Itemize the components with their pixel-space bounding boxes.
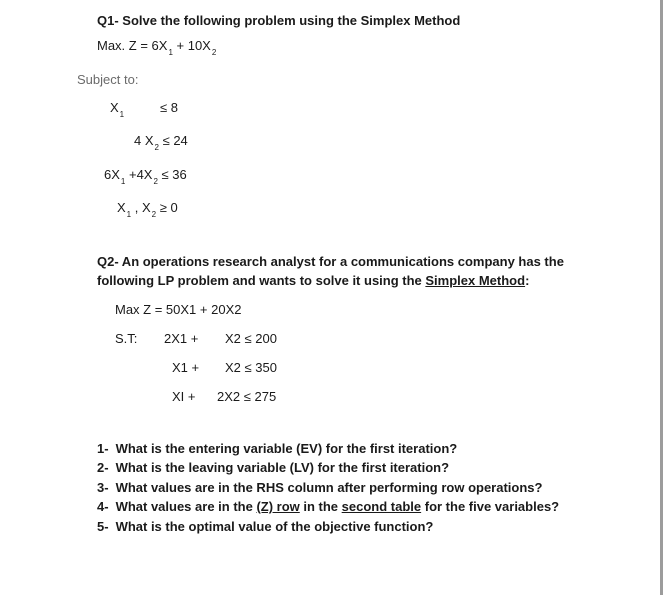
c4-x: X [117, 200, 126, 215]
q1-constraint-2 [134, 133, 188, 151]
q2-title-post: : [525, 273, 530, 288]
q1-objective-lead: Max. Z = 6X [97, 38, 168, 53]
q1-constraint-1 [110, 100, 124, 118]
c3-a: 6X [104, 167, 120, 182]
q1-objective [97, 38, 216, 56]
q1-constraint-1-rhs: ≤ 8 [160, 100, 178, 115]
question-item [97, 499, 559, 515]
subscript: 2 [153, 177, 158, 186]
q2-c2-rhs: X2 ≤ 350 [225, 360, 277, 375]
q2-title-pre: following LP problem and wants to solve it using the [97, 273, 426, 288]
q1-constraint-4 [117, 200, 178, 218]
question-text: What values are in the RHS column after performing row operations? [115, 480, 543, 495]
subscript: 1 [168, 48, 173, 57]
c3-b: +4X [125, 167, 153, 182]
subscript: 1 [120, 177, 126, 186]
q1-title: Q1- Solve the following problem using the Simplex Method [97, 13, 461, 28]
question-text: What is the optimal value of the objective function? [115, 519, 434, 534]
question-number: 2- [97, 460, 109, 475]
question-number: 3- [97, 480, 109, 495]
subscript: 2 [151, 210, 157, 219]
q2-objective: Max Z = 50X1 + 20X2 [115, 302, 242, 317]
q1-constraint-3 [104, 167, 187, 185]
question-number: 4- [97, 499, 109, 514]
question-text-mid: in the [299, 499, 342, 514]
question-item [97, 441, 457, 457]
question-text-underlined: (Z) row [256, 499, 300, 514]
c2-rhs: ≤ 24 [158, 133, 188, 148]
c1-var: X [110, 100, 119, 115]
question-item [97, 519, 433, 535]
q2-title-line1: Q2- An operations research analyst for a communications company has the [97, 254, 564, 269]
question-item [97, 480, 542, 496]
question-number: 1- [97, 441, 109, 456]
subscript: 1 [119, 110, 125, 119]
q2-c3-rhs: 2X2 ≤ 275 [217, 389, 277, 404]
q2-c1-lhs: 2X1 + [164, 331, 199, 346]
question-text-pre: What values are in the [115, 499, 257, 514]
question-number: 5- [97, 519, 109, 534]
question-text: What is the leaving variable (LV) for the first iteration? [115, 460, 450, 475]
subscript: 2 [211, 48, 217, 57]
q2-title-line2 [97, 273, 529, 289]
subscript: 1 [126, 210, 132, 219]
q2-title-underlined: Simplex Method [425, 273, 526, 288]
question-text-underlined: second table [341, 499, 422, 514]
c3-rhs: ≤ 36 [157, 167, 187, 182]
q2-st-label: S.T: [115, 331, 138, 346]
subscript: 2 [154, 143, 159, 152]
c4-rhs: ≥ 0 [156, 200, 178, 215]
question-text-post: for the five variables? [421, 499, 560, 514]
question-text: What is the entering variable (EV) for the first iteration? [115, 441, 458, 456]
c2-lead: 4 X [134, 133, 154, 148]
q1-subject-to: Subject to: [77, 72, 139, 87]
q2-c1-rhs: X2 ≤ 200 [225, 331, 277, 346]
question-item [97, 460, 449, 476]
c4-comma: , X [131, 200, 151, 215]
q1-objective-mid: + 10X [172, 38, 211, 53]
q2-c2-lhs: X1 + [172, 360, 200, 375]
q2-c3-lhs: XI + [172, 389, 196, 404]
